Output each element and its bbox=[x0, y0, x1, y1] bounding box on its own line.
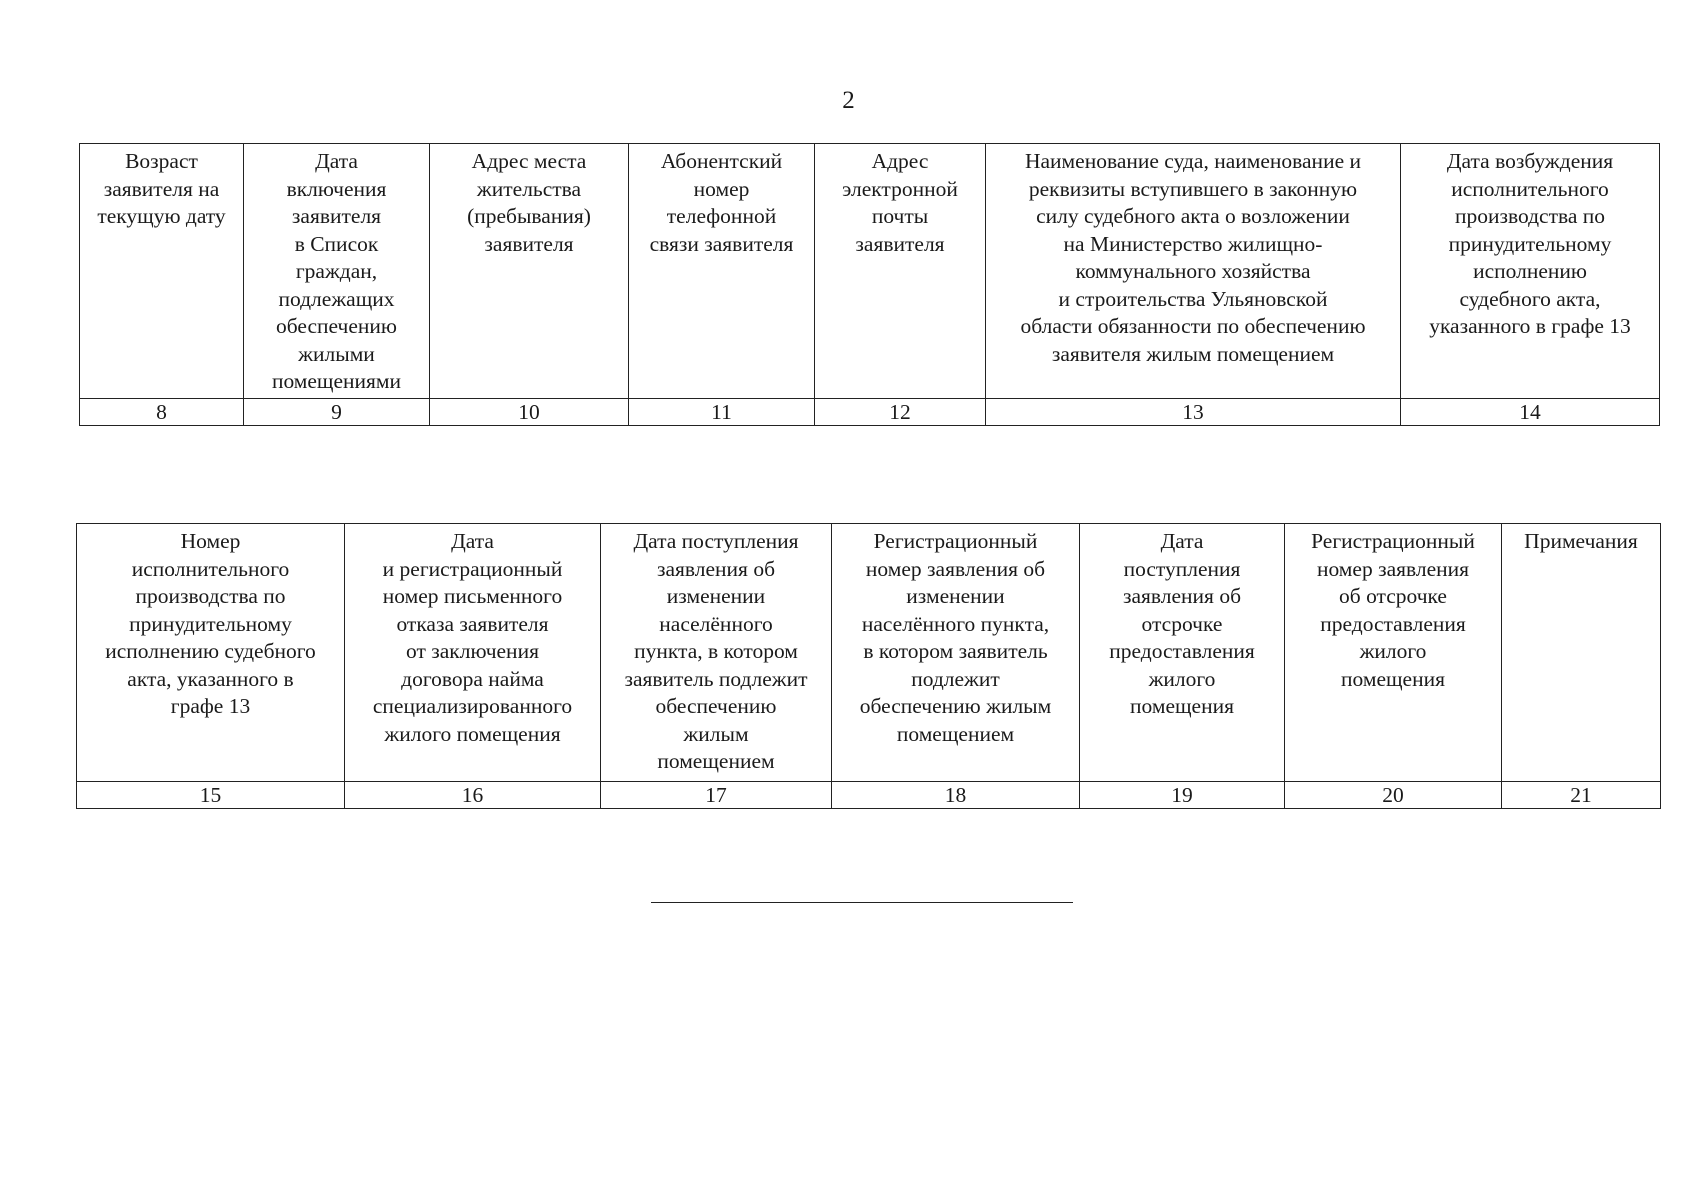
column-number: 9 bbox=[244, 399, 430, 426]
table-header-row bbox=[80, 144, 1660, 399]
header-cell-residence-address: Адрес места жительства (пребывания) заявителя bbox=[430, 144, 629, 399]
header-cell-notes: Примечания bbox=[1502, 524, 1661, 782]
registry-table-columns-15-21 bbox=[76, 523, 1661, 809]
column-number: 14 bbox=[1401, 399, 1660, 426]
column-number: 21 bbox=[1502, 782, 1661, 809]
column-number: 11 bbox=[629, 399, 815, 426]
column-number: 8 bbox=[80, 399, 244, 426]
column-number: 10 bbox=[430, 399, 629, 426]
header-cell-deferral-date: Дата поступления заявления об отсрочке предоставления жилого помещения bbox=[1080, 524, 1285, 782]
column-number-row bbox=[80, 399, 1660, 426]
column-number: 12 bbox=[815, 399, 986, 426]
column-number: 19 bbox=[1080, 782, 1285, 809]
column-number: 16 bbox=[345, 782, 601, 809]
registry-table-columns-8-14 bbox=[79, 143, 1660, 426]
header-cell-phone-number: Абонентский номер телефонной связи заявителя bbox=[629, 144, 815, 399]
header-cell-refusal-date-number: Дата и регистрационный номер письменного отказа заявителя от заключения договора найма специализированного жилого помещения bbox=[345, 524, 601, 782]
header-cell-enforcement-start-date: Дата возбуждения исполнительного производства по принудительному исполнению судебного акта, указанного в графе 13 bbox=[1401, 144, 1660, 399]
column-number: 18 bbox=[832, 782, 1080, 809]
column-number-row bbox=[77, 782, 1661, 809]
closing-divider-line bbox=[651, 902, 1073, 903]
header-cell-enforcement-number: Номер исполнительного производства по принудительному исполнению судебного акта, указанного в графе 13 bbox=[77, 524, 345, 782]
header-cell-email-address: Адрес электронной почты заявителя bbox=[815, 144, 986, 399]
column-number: 17 bbox=[601, 782, 832, 809]
header-cell-deferral-number: Регистрационный номер заявления об отсрочке предоставления жилого помещения bbox=[1285, 524, 1502, 782]
table-header-row bbox=[77, 524, 1661, 782]
header-cell-court-decision: Наименование суда, наименование и реквизиты вступившего в законную силу судебного акта о возложении на Министерство жилищно- коммунального хозяйства и строительства Ульяновской области обязанности по обеспечению заявителя жилым помещением bbox=[986, 144, 1401, 399]
column-number: 15 bbox=[77, 782, 345, 809]
column-number: 20 bbox=[1285, 782, 1502, 809]
header-cell-list-inclusion-date: Дата включения заявителя в Список граждан, подлежащих обеспечению жилыми помещениями bbox=[244, 144, 430, 399]
column-number: 13 bbox=[986, 399, 1401, 426]
header-cell-locality-change-date: Дата поступления заявления об изменении населённого пункта, в котором заявитель подлежит обеспечению жилым помещением bbox=[601, 524, 832, 782]
header-cell-locality-change-number: Регистрационный номер заявления об изменении населённого пункта, в котором заявитель подлежит обеспечению жилым помещением bbox=[832, 524, 1080, 782]
header-cell-applicant-age: Возраст заявителя на текущую дату bbox=[80, 144, 244, 399]
page-number: 2 bbox=[842, 87, 855, 114]
